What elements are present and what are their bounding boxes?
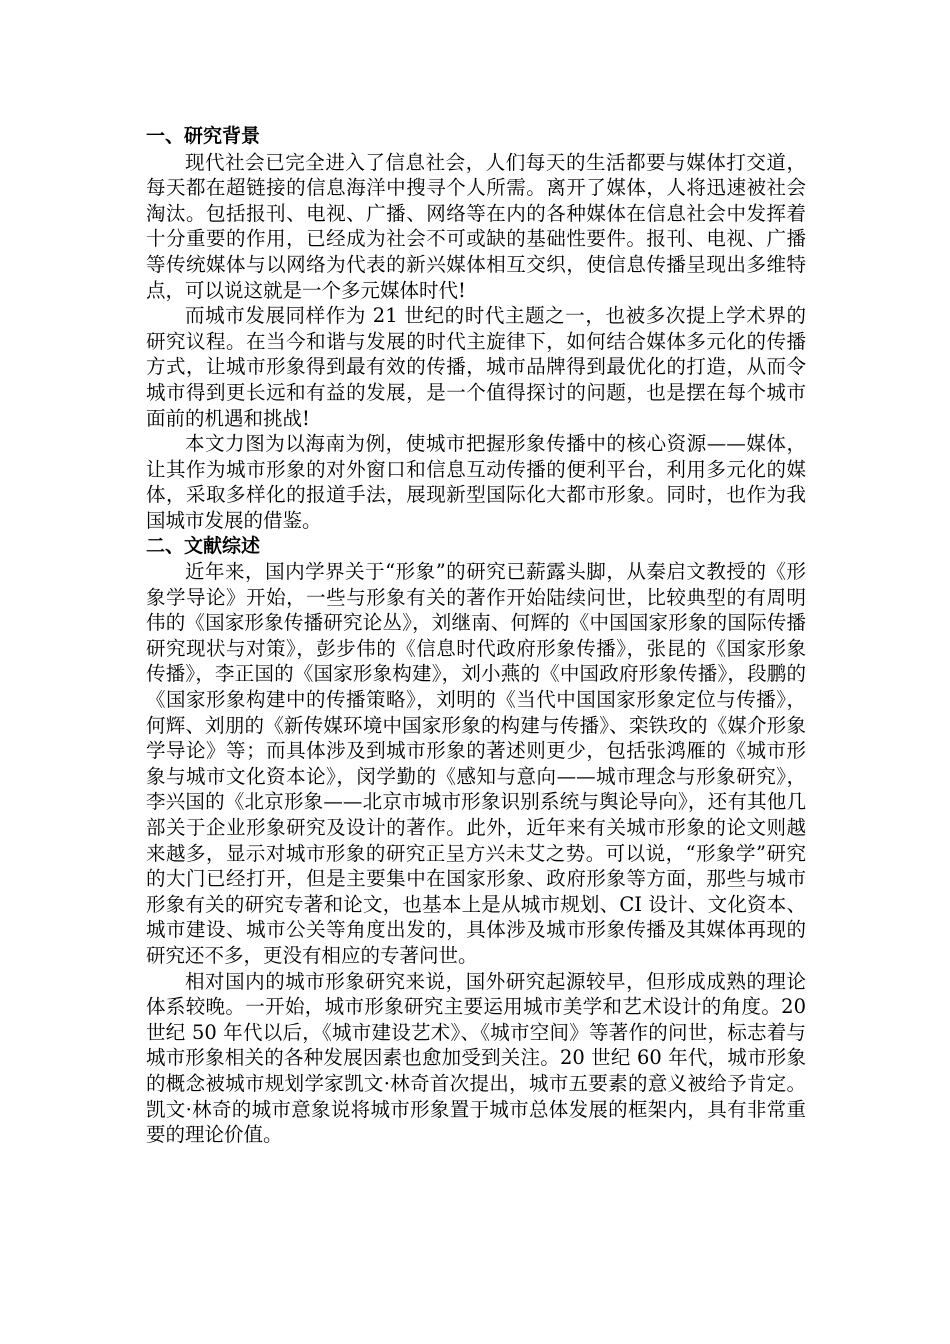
paragraph: 相对国内的城市形象研究来说，国外研究起源较早，但形成成熟的理论体系较晚。一开始，城市形象研究主要运用城市美学和艺术设计的角度。20 世纪 50 年代以后，《城市建设艺术》、《城市空间》等著作的问世，标志着与城市形象相关的各种发展因素也愈加受到关注。20 世纪 60 年代，城市形象的概念被城市规划学家凯文·林奇首次提出，城市五要素的意义被给予肯定。凯文·林奇的城市意象说将城市形象置于城市总体发展的框架内，具有非常重要的理论价值。	[146, 969, 806, 1147]
paragraph: 本文力图为以海南为例，使城市把握形象传播中的核心资源——媒体，让其作为城市形象的对外窗口和信息互动传播的便利平台，利用多元化的媒体，采取多样化的报道手法，展现新型国际化大都市形象。同时，也作为我国城市发展的借鉴。	[146, 432, 806, 532]
paragraph: 现代社会已完全进入了信息社会，人们每天的生活都要与媒体打交道，每天都在超链接的信息海洋中搜寻个人所需。离开了媒体，人将迅速被社会淘汰。包括报刊、电视、广播、网络等在内的各种媒体在信息社会中发挥着十分重要的作用，已经成为社会不可或缺的基础性要件。报刊、电视、广播等传统媒体与以网络为代表的新兴媒体相互交织，使信息传播呈现出多维特点，可以说这就是一个多元媒体时代!	[146, 150, 806, 302]
section-heading-literature-review: 二、文献综述	[146, 534, 261, 557]
document-page	[146, 124, 806, 1148]
paragraph: 近年来，国内学界关于“形象”的研究已薪露头脚，从秦启文教授的《形象学导论》开始，一些与形象有关的著作开始陆续问世，比较典型的有周明伟的《国家形象传播研究论丛》，刘继南、何辉的《中国国家形象的国际传播研究现状与对策》，彭步伟的《信息时代政府形象传播》，张昆的《国家形象传播》，李正国的《国家形象构建》，刘小燕的《中国政府形象传播》，段鹏的《国家形象构建中的传播策略》，刘明的《当代中国国家形象定位与传播》，何辉、刘朋的《新传媒环境中国家形象的构建与传播》、栾铁玫的《媒介形象学导论》等；而具体涉及到城市形象的著述则更少，包括张鸿雁的《城市形象与城市文化资本论》，闵学勤的《感知与意向——城市理念与形象研究》，李兴国的《北京形象——北京市城市形象识别系统与舆论导向》，还有其他几部关于企业形象研究及设计的著作。此外，近年来有关城市形象的论文则越来越多，显示对城市形象的研究正呈方兴未艾之势。可以说，“形象学”研究的大门已经打开，但是主要集中在国家形象、政府形象等方面，那些与城市形象有关的研究专著和论文，也基本上是从城市规划、CI 设计、文化资本、城市建设、城市公关等角度出发的，具体涉及城市形象传播及其媒体再现的研究还不多，更没有相应的专著问世。	[146, 560, 806, 967]
section-heading-research-background: 一、研究背景	[146, 125, 261, 147]
paragraph: 而城市发展同样作为 21 世纪的时代主题之一，也被多次提上学术界的研究议程。在当今和谐与发展的时代主旋律下，如何结合媒体多元化的传播方式，让城市形象得到最有效的传播，城市品牌得到最优化的打造，从而令城市得到更长远和有益的发展，是一个值得探讨的问题，也是摆在每个城市面前的机遇和挑战!	[146, 304, 806, 430]
